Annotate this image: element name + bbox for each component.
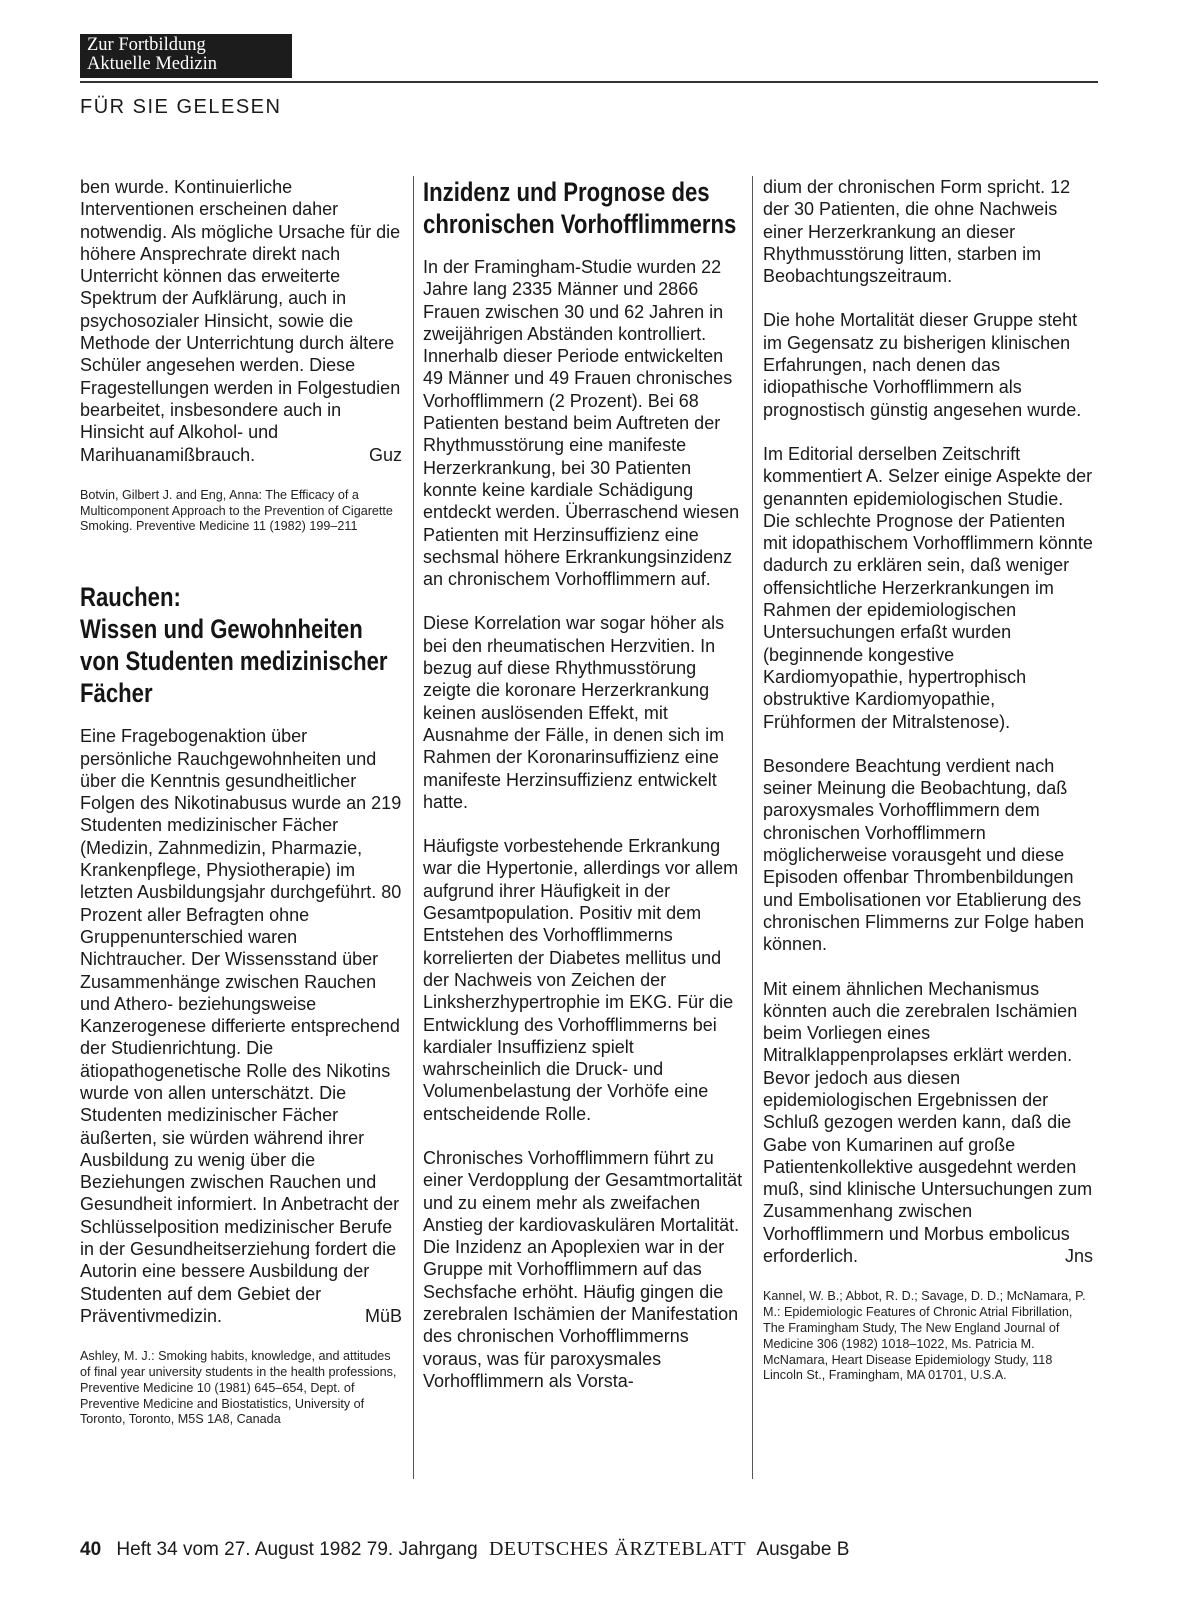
column-2 — [423, 176, 745, 1414]
department-label — [80, 34, 292, 78]
article-headline: Inzidenz und Prognose des chronischen Vorhofflimmerns — [423, 177, 737, 239]
page-number: 40 — [80, 1539, 102, 1560]
header-rule — [80, 81, 1098, 83]
edition: Ausgabe B — [756, 1539, 850, 1560]
paragraph: Im Editorial derselben Zeitschrift kommentiert A. Selzer einige Aspekte der genannten epidemiologischen Studie. Die schlechte Prognose der Patienten mit idopathischem Vorhofflimmern könnte dadurch zu erklären sein, daß weniger offensichtliche Herzerkrankungen im Rahmen der epidemiologischen Untersuchungen erfaßt wurden (beginnende kongestive Kardiomyopathie, hypertrophisch obstruktive Kardiomyopathie, Frühformen der Mitralstenose). — [763, 443, 1093, 732]
paragraph-text: ben wurde. Kontinuierliche Interventionen erscheinen daher notwendig. Als mögliche Ursache für die höhere Ansprechrate direkt nach Unterricht können das erweiterte Spektrum der Aufklärung, auch in psychosozialer Hinsicht, sowie die Methode der Unterrichtung durch ältere Schüler angesehen werden. Diese Fragestellungen werden in Folgestudien bearbeitet, insbesondere auch in Hinsicht auf Alkohol- und Marihuanamißbrauch. — [80, 177, 401, 465]
headline-line: Rauchen: — [80, 582, 181, 613]
paragraph — [80, 176, 402, 466]
headline-line: Wissen und Gewohnheiten von Studenten medizinischer Fächer — [80, 614, 388, 709]
reference: Kannel, W. B.; Abbot, R. D.; Savage, D. D.; McNamara, P. M.: Epidemiologic Features of Chronic Atrial Fibrillation, The Framingham Study, The New England Journal of Medicine 306 (1982) 1018–1022, Ms. Patricia M. McNamara, Heart Disease Epidemiology Study, 118 Lincoln St., Framingham, MA 01701, U.S.A. — [763, 1289, 1086, 1383]
department-line-1: Zur Fortbildung — [87, 35, 206, 55]
paragraph-text: Eine Fragebogenaktion über persönliche Rauchgewohnheiten und über die Kenntnis gesundheitlicher Folgen des Nikotinabusus wurde an 219 Studenten medizinischer Fächer (Medizin, Zahnmedizin, Pharmazie, Krankenpflege, Physiotherapie) im letzten Ausbildungsjahr durchgeführt. 80 Prozent aller Befragten ohne Gruppenunterschied waren Nichtraucher. Der Wissensstand über Zusammenhänge zwischen Rauchen und Athero- beziehungsweise Kanzerogenese differierte entsprechend der Studienrichtung. Die ätiopathogenetische Rolle des Nikotins wurde von allen unterschätzt. Die Studenten medizinischer Fächer äußerten, sie würden während ihrer Ausbildung zu wenig über die Beziehungen zwischen Rauchen und Gesundheit informiert. In Anbetracht der Schlüsselposition medizinischer Berufe in der Gesundheitserziehung fordert die Autorin eine bessere Ausbildung der Studenten auf dem Gebiet der Präventivmedizin. — [80, 726, 402, 1326]
column-3 — [763, 176, 1093, 1394]
article-headline — [80, 581, 402, 709]
author-signature: MüB — [364, 1305, 402, 1326]
journal-name: DEUTSCHES ÄRZTEBLATT — [488, 1538, 747, 1560]
paragraph: Die hohe Mortalität dieser Gruppe steht im Gegensatz zu bisherigen klinischen Erfahrungen, nach denen das idiopathische Vorhofflimmern als prognostisch günstig angesehen wurde. — [763, 310, 1082, 420]
department-line-2: Aktuelle Medizin — [87, 54, 217, 74]
column-divider-2 — [752, 176, 753, 1479]
column-divider-1 — [413, 176, 414, 1479]
paragraph-text: Mit einem ähnlichen Mechanismus könnten auch die zerebralen Ischämien beim Vorliegen eines Mitralklappenprolapses erklärt werden. Bevor jedoch aus diesen epidemiologischen Ergebnissen der Schluß gezogen werden kann, daß die Gabe von Kumarinen auf große Patientenkollektive ausgedehnt werden muß, sind klinische Untersuchungen zum Zusammenhang zwischen Vorhofflimmern und Morbus embolicus erforderlich. — [763, 978, 1093, 1267]
paragraph — [80, 725, 402, 1327]
paragraph: dium der chronischen Form spricht. 12 der 30 Patienten, die ohne Nachweis einer Herzerkrankung an dieser Rhythmusstörung litten, starben im Beobachtungszeitraum. — [763, 177, 1071, 287]
page-footer — [80, 1538, 849, 1561]
paragraph: In der Framingham-Studie wurden 22 Jahre lang 2335 Männer und 2866 Frauen zwischen 30 und 62 Jahren in zweijährigen Abständen kontrolliert. Innerhalb dieser Periode entwickelten 49 Männer und 49 Frauen chronisches Vorhofflimmern (2 Prozent). Bei 68 Patienten bestand beim Auftreten der Rhythmusstörung eine manifeste Herzerkrankung, bei 30 Patienten konnte keine kardiale Schädigung entdeckt werden. Überraschend wiesen Patienten mit Herzinsuffizienz eine sechsmal höhere Erkrankungsinzidenz an chronischem Vorhofflimmern auf. — [423, 257, 740, 590]
paragraph: Besondere Beachtung verdient nach seiner Meinung die Beobachtung, daß paroxysmales Vorhofflimmern dem chronischen Vorhofflimmern möglicherweise vorausgeht und diese Episoden offenbar Thrombenbildungen und Embolisationen vor Etablierung des chronischen Flimmerns zur Folge haben können. — [763, 755, 1085, 955]
section-label: FÜR SIE GELESEN — [80, 96, 282, 118]
reference: Botvin, Gilbert J. and Eng, Anna: The Efficacy of a Multicomponent Approach to the Prevention of Cigarette Smoking. Preventive Medicine 11 (1982) 199–211 — [80, 487, 393, 534]
paragraph — [763, 978, 1093, 1268]
paragraph: Häufigste vorbestehende Erkrankung war die Hypertonie, allerdings vor allem aufgrund ihrer Häufigkeit in der Gesamtpopulation. Positiv mit dem Entstehen des Vorhofflimmerns korrelierten der Diabetes mellitus und der Nachweis von Zeichen der Linksherzhypertrophie im EKG. Für die Entwicklung des Vorhofflimmerns bei kardialer Insuffizienz spielt wahrscheinlich die Druck- und Volumenbelastung der Vorhöfe eine entscheidende Rolle. — [423, 836, 739, 1124]
paragraph: Diese Korrelation war sogar höher als bei den rheumatischen Herzvitien. In bezug auf diese Rhythmusstörung zeigte die koronare Herzerkrankung keinen auslösenden Effekt, mit Ausnahme der Fälle, in denen sich im Rahmen der Koronarinsuffizienz eine manifeste Herzinsuffizienz entwickelt hatte. — [423, 613, 725, 812]
author-signature: Guz — [368, 444, 402, 465]
issue-info: Heft 34 vom 27. August 1982 79. Jahrgang — [116, 1539, 478, 1560]
paragraph: Chronisches Vorhofflimmern führt zu einer Verdopplung der Gesamtmortalität und zu einem mehr als zweifachen Anstieg der kardiovaskulären Mortalität. Die Inzidenz an Apoplexien war in der Gruppe mit Vorhofflimmern auf das Sechsfache erhöht. Häufig gingen die zerebralen Ischämien der Manifestation des chronischen Vorhofflimmerns voraus, was für paroxysmales Vorhofflimmern als Vorsta- — [423, 1147, 743, 1391]
reference: Ashley, M. J.: Smoking habits, knowledge, and attitudes of final year university students in the health professions, Preventive Medicine 10 (1981) 645–654, Dept. of Preventive Medicine and Biostatistics, University of Toronto, Toronto, M5S 1A8, Canada — [80, 1349, 397, 1427]
author-signature: Jns — [1064, 1246, 1093, 1267]
column-1 — [80, 176, 402, 1438]
